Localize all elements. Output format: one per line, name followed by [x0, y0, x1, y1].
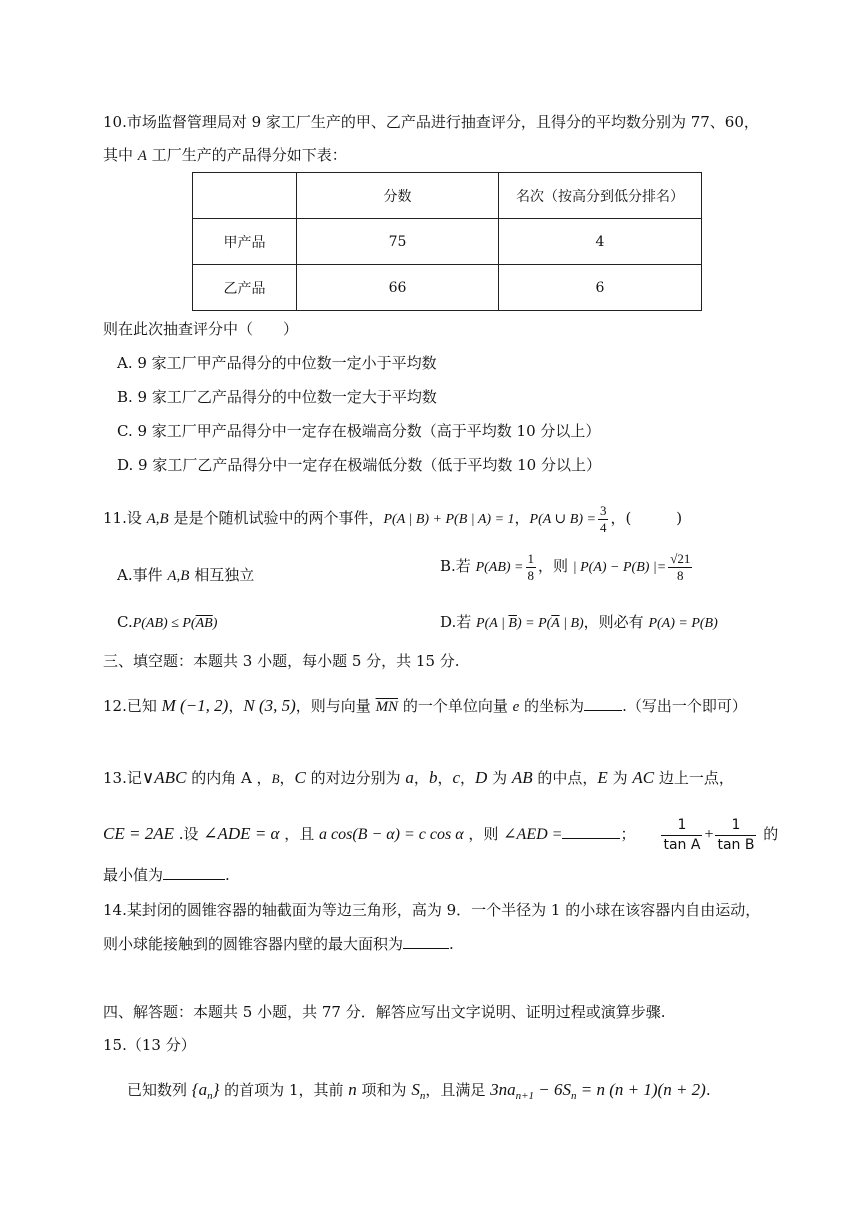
q15-eq-sub2: n	[571, 1090, 577, 1102]
q12-answer-blank[interactable]	[584, 696, 622, 711]
fraction-numerator: 3	[599, 502, 607, 518]
table-header-row	[193, 173, 702, 219]
q10-option-c: C. 9 家工厂甲产品得分中一定存在极端高分数（高于平均数 10 分以上）	[117, 422, 601, 440]
q12-unit-e: e	[512, 699, 520, 715]
q11-option-b	[440, 548, 694, 586]
q13-frac-tan-b	[715, 816, 756, 855]
table-cell: 乙产品	[193, 265, 297, 311]
q13-angle-c: C	[294, 768, 306, 787]
q13-line1	[103, 765, 734, 792]
table-cell: 6	[499, 265, 702, 311]
q15-pre: 已知数列	[127, 1081, 192, 1099]
q11-events: A,B	[146, 511, 169, 527]
q15-var-n: n	[348, 1080, 357, 1099]
q15-eq-sub: n+1	[515, 1090, 535, 1102]
q15-end: .	[705, 1081, 711, 1099]
q15-t3: ，且满足	[425, 1081, 491, 1099]
table-header-cell: 名次（按高分到低分排名）	[499, 173, 702, 219]
q10-option-a: A. 9 家工厂甲产品得分的中位数一定小于平均数	[117, 354, 437, 372]
q13-l2-t1: .设	[173, 825, 204, 843]
q15-heading: 15.（13 分）	[103, 1036, 196, 1054]
fraction-numerator: 1	[715, 816, 756, 836]
q13-t5: ，	[437, 769, 453, 787]
q11-optd-mid: ，则必有	[583, 613, 649, 631]
q13-line3	[103, 865, 230, 885]
q15-seq-sub: n	[207, 1090, 213, 1102]
q11-opta-post: 相互独立	[189, 566, 255, 584]
q11-cond1: P(A | B) + P(B | A) = 1	[383, 512, 515, 527]
q11-stem	[103, 500, 682, 538]
table-cell: 4	[499, 219, 702, 265]
table-row	[193, 219, 702, 265]
q11-tail: ，( )	[610, 509, 683, 527]
q15-seq-open: {a	[191, 1080, 208, 1099]
q11-optb-mid: ，则	[538, 557, 573, 575]
q11-optc-rhs: )	[212, 616, 218, 631]
q15-t2: 项和为	[356, 1081, 412, 1099]
q11-optc-pre: C.	[117, 613, 133, 631]
q10-line2-post: 工厂生产的产品得分如下表：	[146, 146, 347, 164]
q13-segment-ac: AC	[632, 768, 655, 787]
q12-pre: 12.已知	[103, 697, 162, 715]
q13-side-b: b	[428, 768, 438, 787]
q11-mid: 是是个随机试验中的两个事件，	[168, 509, 384, 527]
q13-expr-aed: ∠AED =	[503, 826, 563, 843]
q13-l3: 最小值为	[103, 866, 164, 884]
q13-t8: 的中点，	[532, 769, 598, 787]
q13-l3-end: .	[225, 866, 230, 884]
q13-l2-t5: 的	[758, 825, 779, 843]
q12-mid2: 的一个单位向量	[398, 697, 513, 715]
q13-answer-blank-1[interactable]	[562, 824, 620, 839]
q13-t9: 为	[607, 769, 633, 787]
q13-t4: ，	[413, 769, 429, 787]
q11-cond2-frac	[598, 503, 609, 536]
section-4-heading: 四、解答题：本题共 5 小题，共 77 分．解答应写出文字说明、证明过程或演算步骤.	[103, 1003, 666, 1021]
q11-optd-expr: P(A) = P(B)	[648, 616, 718, 631]
q10-option-b: B. 9 家工厂乙产品得分的中位数一定大于平均数	[117, 388, 437, 406]
q13-expr-cos: a cos(B − α) = c cos α	[319, 826, 464, 843]
q11-optd-b1: $\overline{B}$	[508, 616, 517, 631]
q12-mid: ，则与向量	[295, 697, 376, 715]
q13-t6: ，	[460, 769, 476, 787]
q10-line2	[103, 145, 347, 166]
q11-pre: 11.设	[103, 509, 147, 527]
fraction-denominator: 8	[527, 567, 534, 583]
fraction-denominator: tan A	[663, 836, 701, 853]
q11-option-a	[117, 565, 254, 586]
q13-triangle: ∨ABC	[141, 768, 187, 787]
q15-eq-c: = n (n + 1)(n + 2)	[576, 1080, 706, 1099]
q11-optd-pre: D.若	[440, 613, 477, 631]
q11-optd-e1: P(A |	[476, 616, 509, 631]
q13-segment-ab: AB	[511, 768, 533, 787]
q11-option-d	[440, 612, 718, 634]
section-3-heading: 三、填空题：本题共 3 小题，每小题 5 分，共 15 分.	[103, 652, 460, 670]
q13-l2-t4: ；	[620, 825, 636, 843]
q14-line1: 14.某封闭的圆锥容器的轴截面为等边三角形，高为 9．一个半径为 1 的小球在该容器内自由运动，	[103, 901, 761, 919]
q12-tail: .（写出一个即可）	[622, 697, 747, 715]
q11-optd-e3: | B)	[559, 616, 584, 631]
q15-stem	[127, 1075, 711, 1111]
q10-factory-var: A	[137, 148, 147, 164]
q15-eq-b: − 6S	[534, 1080, 572, 1099]
q13-l2-t2: ，且	[279, 825, 320, 843]
q11-optb-frac	[526, 551, 537, 584]
fraction-numerator: 1	[661, 816, 702, 836]
q11-opta-pre: A.事件	[117, 566, 168, 584]
q10-line2-pre: 其中	[103, 146, 138, 164]
table-row	[193, 265, 702, 311]
q11-optb-pre: B.若	[440, 557, 476, 575]
q13-answer-blank-2[interactable]	[163, 865, 225, 880]
q13-t10: 边上一点，	[654, 769, 734, 787]
q13-expr-ade: ∠ADE = α	[203, 824, 280, 843]
q12-stem	[103, 693, 747, 720]
table-header-cell: 分数	[297, 173, 499, 219]
table-cell: 66	[297, 265, 499, 311]
q13-pre: 13.记	[103, 769, 142, 787]
table-cell: 75	[297, 219, 499, 265]
q10-line1: 10.市场监督管理局对 9 家工厂生产的甲、乙产品进行抽查评分，且得分的平均数分别为 77、60，	[103, 113, 759, 131]
q13-t3: 的对边分别为	[305, 769, 406, 787]
fraction-denominator: 4	[599, 519, 607, 535]
q11-optd-e2: ) = P(	[516, 616, 552, 631]
q12-point-n: N (3, 5)	[243, 696, 296, 715]
table-cell: 甲产品	[193, 219, 297, 265]
q10-prompt: 则在此次抽查评分中（ ）	[103, 320, 299, 338]
q11-optb-expr: | P(A) − P(B) |=	[572, 560, 667, 575]
q11-opta-events: A,B	[167, 568, 190, 584]
q13-t7: 为	[487, 769, 512, 787]
q13-side-c: c	[452, 768, 460, 787]
fraction-denominator: 8	[677, 567, 684, 583]
q11-sep: ，	[514, 509, 530, 527]
q13-side-a: a	[405, 768, 414, 787]
score-table	[192, 172, 702, 311]
q12-point-m: M (−1, 2)	[161, 696, 229, 715]
q13-frac-tan-a	[661, 816, 702, 855]
q13-point-d: D	[475, 768, 488, 787]
q11-option-c	[117, 612, 217, 634]
q12-comma: ，	[228, 697, 244, 715]
q14-line2	[103, 934, 454, 954]
q11-optc-lhs: P(AB) ≤ P(	[132, 616, 196, 631]
q11-optd-b2: $\overline{A}$	[551, 616, 560, 631]
fraction-numerator: 1	[527, 550, 534, 566]
q13-l2-t3: ，则	[463, 825, 504, 843]
q14-answer-blank[interactable]	[403, 934, 449, 949]
q13-angle-b: B	[271, 771, 280, 786]
q13-t2: ，	[279, 769, 295, 787]
q15-seq-close: }	[212, 1080, 220, 1099]
q10-option-d: D. 9 家工厂乙产品得分中一定存在极端低分数（低于平均数 10 分以上）	[117, 456, 601, 474]
q13-plus: +	[704, 826, 714, 843]
q15-t1: 的首项为 1，其前	[219, 1081, 349, 1099]
q11-optc-bar: $\overline{AB}$	[195, 616, 213, 631]
q11-optb-lhs: P(AB) =	[475, 560, 524, 575]
q13-point-e: E	[597, 768, 608, 787]
q13-expr-ce: CE = 2AE	[103, 824, 174, 843]
q12-post: 的坐标为	[519, 697, 585, 715]
q11-optb-rfrac	[668, 551, 692, 584]
q13-t1: 的内角 A ，	[186, 769, 272, 787]
table-header-cell	[193, 173, 297, 219]
fraction-denominator: tan B	[717, 836, 755, 853]
q15-eq-a: 3na	[490, 1080, 516, 1099]
q14-line2-text: 则小球能接触到的圆锥容器内壁的最大面积为	[103, 935, 404, 953]
q15-var-s-sub: n	[419, 1090, 426, 1102]
q15-var-s: S	[411, 1080, 420, 1099]
q11-cond2: P(A ∪ B) =	[529, 512, 596, 527]
q14-line2-end: .	[449, 935, 454, 953]
q12-vector-mn: $\overline{MN}$	[375, 699, 399, 715]
fraction-numerator: √21	[670, 550, 691, 566]
q13-line2	[103, 812, 778, 857]
